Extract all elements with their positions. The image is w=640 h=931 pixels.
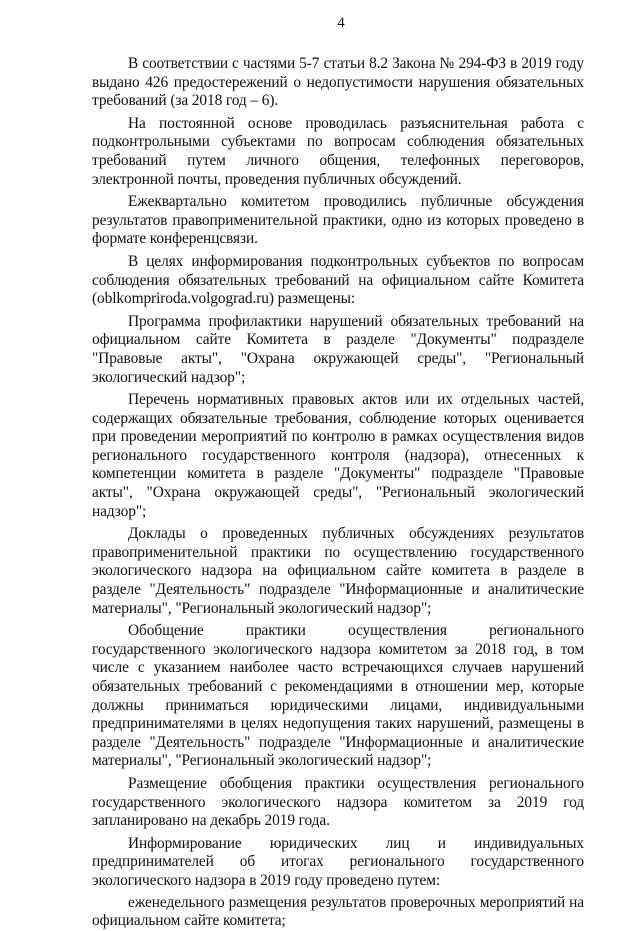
page-number: 4: [337, 15, 345, 31]
paragraph-warnings-issued: В соответствии с частями 5-7 статьи 8.2 Закона № 294-ФЗ в 2019 году выдано 426 предостережений о недопустимости нарушения обязательных требований (за 2018 год – 6).: [92, 55, 584, 110]
paragraph-website-intro: В целях информирования подконтрольных субъектов по вопросам соблюдения обязательных требований на официальном сайте Комитета (oblkompriroda.volgograd.ru) размещены:: [92, 252, 584, 308]
paragraph-discussion-reports: Доклады о проведенных публичных обсуждениях результатов правоприменительной практики по осуществлению государственного экологического надзора на официальном сайте комитета в разделе в разделе "Деятельность" подразделе "Информационные и аналитические материалы", "Региональный экологический надзор";: [92, 525, 584, 617]
paragraph-informing-results: Информирование юридических лиц и индивидуальных предпринимателей об итогах регионального государственного экологического надзора в 2019 году проведено путем:: [92, 834, 584, 889]
paragraph-prevention-program: Программа профилактики нарушений обязательных требований на официальном сайте Комитета в разделе "Документы" подразделе "Правовые акты", "Охрана окружающей среды", "Региональный экологический надзор";: [92, 312, 584, 386]
paragraph-explanatory-work: На постоянной основе проводилась разъяснительная работа с подконтрольными субъектами по вопросам соблюдения обязательных требований путем личного общения, телефонных переговоров, электронной почты, проведения публичных обсуждений.: [92, 114, 584, 188]
paragraph-practice-summary-2019: Размещение обобщения практики осуществления регионального государственного экологического надзора комитетом за 2019 год запланировано на декабрь 2019 года.: [92, 774, 584, 830]
paragraph-weekly-publication: еженедельного размещения результатов проверочных мероприятий на официальном сайте комитета;: [92, 893, 584, 930]
paragraph-public-discussions: Ежеквартально комитетом проводились публичные обсуждения результатов правоприменительной практики, одно из которых проведено в формате конференцсвязи.: [92, 193, 584, 248]
paragraph-practice-summary-2018: Обобщение практики осуществления регионального государственного экологического надзора комитетом за 2018 год, в том числе с указанием наиболее часто встречающихся случаев нарушений обязательных требований с рекомендациями в отношении мер, которые должны приниматься юридическими лицами, индивидуальными предпринимателями в целях недопущения таких нарушений, размещены в разделе "Деятельность" подразделе "Информационные и аналитические материалы", "Региональный экологический надзор";: [92, 622, 584, 770]
paragraph-regulatory-acts-list: Перечень нормативных правовых актов или их отдельных частей, содержащих обязательные требования, соблюдение которых оценивается при проведении мероприятий по контролю в рамках осуществления видов регионального государственного контроля (надзора), отнесенных к компетенции комитета в разделе "Документы" подразделе "Правовые акты", "Охрана окружающей среды", "Региональный экологический надзор";: [92, 391, 584, 520]
